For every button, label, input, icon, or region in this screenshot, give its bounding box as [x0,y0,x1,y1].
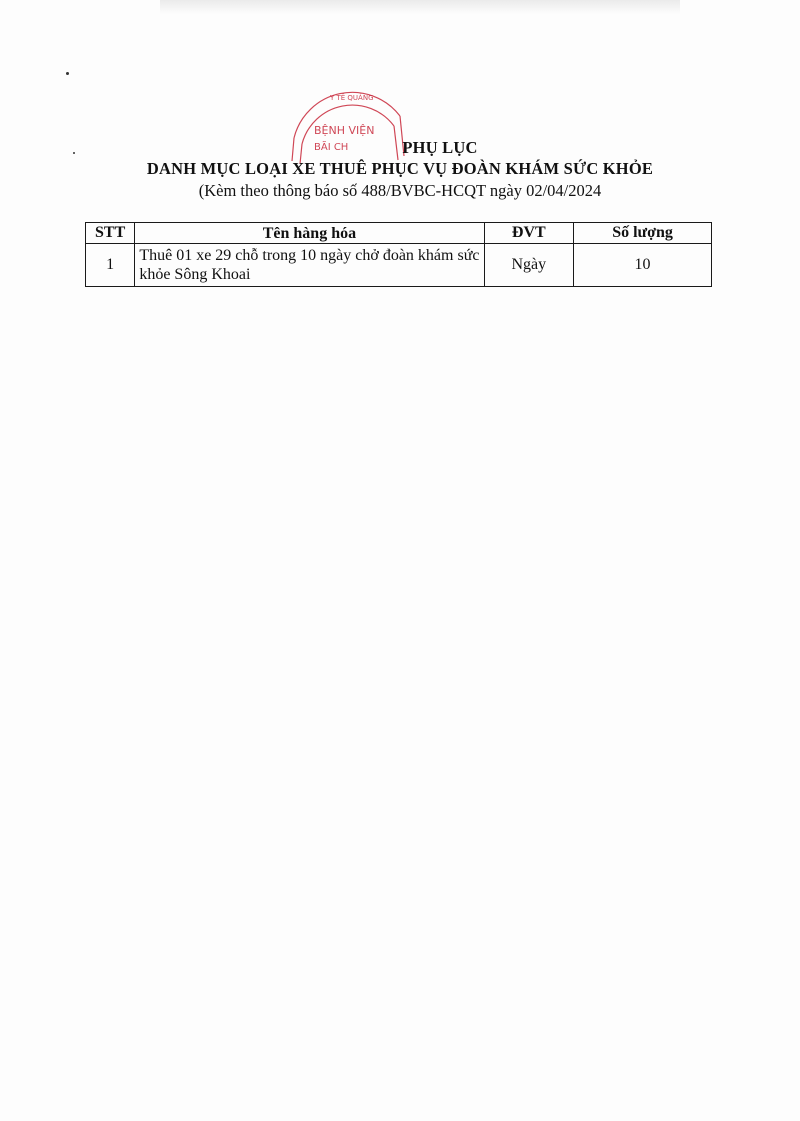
header-unit: ĐVT [484,223,574,244]
document-subtitle: DANH MỤC LOẠI XE THUÊ PHỤC VỤ ĐOÀN KHÁM SỨC KHỎE [146,159,654,178]
table-header-row [86,223,712,244]
table-row [86,244,712,287]
header-quantity: Số lượng [574,223,712,244]
stamp-arc-text: Y TẾ QUẢNG [330,94,374,102]
header-stt: STT [86,223,135,244]
scan-shadow [160,0,680,14]
stamp-line2: BÃI CH [314,142,349,153]
header-item-name: Tên hàng hóa [135,223,484,244]
cell-unit: Ngày [484,244,574,287]
goods-table [85,222,712,287]
stamp-line1: BỆNH VIỆN [314,124,375,137]
document-reference: (Kèm theo thông báo số 488/BVBC-HCQT ngày 02/04/2024 [198,181,602,200]
cell-stt: 1 [86,244,135,287]
scan-speck [66,72,69,75]
cell-item-name: Thuê 01 xe 29 chỗ trong 10 ngày chở đoàn khám sức khỏe Sông Khoai [135,244,484,287]
cell-quantity: 10 [574,244,712,287]
document-title: PHỤ LỤC [402,138,478,157]
